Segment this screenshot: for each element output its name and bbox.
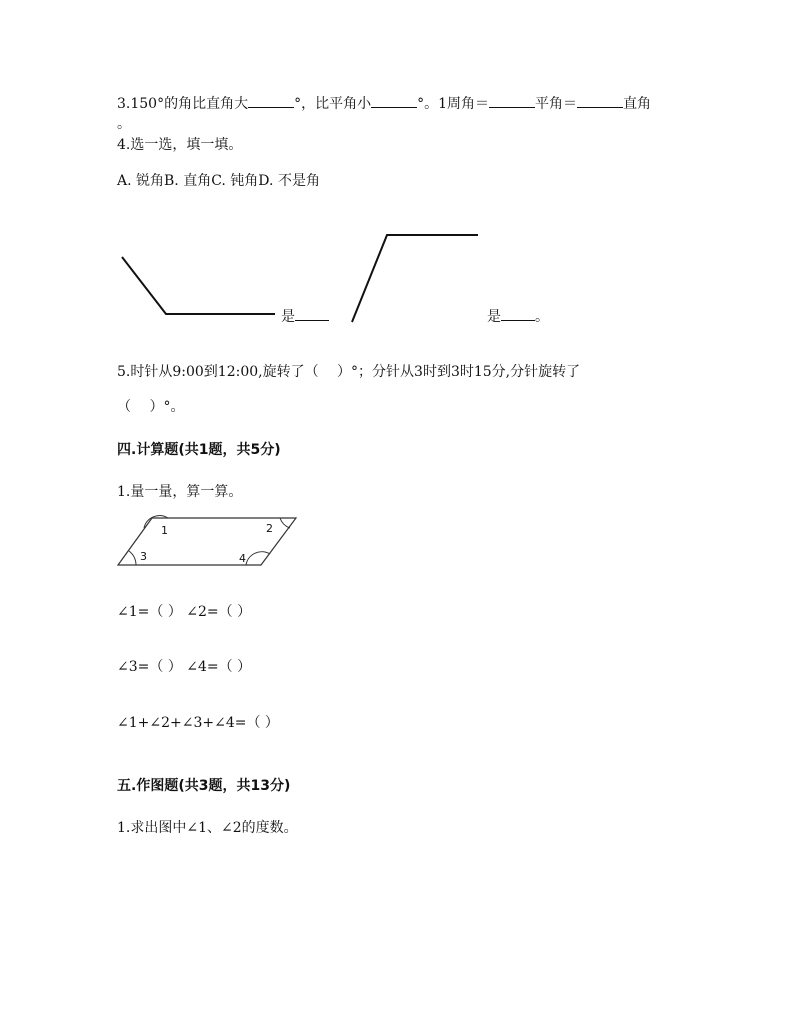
q3-text-4: 平角＝ [535,96,578,112]
section4-heading: 四.计算题(共1题，共5分) [117,442,281,458]
q3-text-1: 3.150°的角比直角大 [117,96,249,112]
section4-q1: 1.量一量，算一算。 [117,484,243,500]
q3-text-2: °，比平角小 [294,96,372,112]
angle-label-2: 2 [266,522,273,535]
q4-title: 4.选一选，填一填。 [117,137,243,153]
q3-text-5: 直角 [623,96,652,112]
angle-row-3: ∠1+∠2+∠3+∠4=（ ） [117,715,279,731]
q3-text-3: °。1周角＝ [417,96,490,112]
q5-line-1: 5.时针从9:00到12:00,旋转了（ ）°；分针从3时到3时15分,分针旋转了 [117,364,581,380]
angle-label-1: 1 [161,524,168,537]
angle-label-3: 3 [140,550,147,563]
angle-row-1: ∠1=（ ） ∠2=（ ） [117,604,252,620]
angle-arc-3 [129,551,136,565]
section5-heading: 五.作图题(共3题，共13分) [117,778,291,794]
section5-q1: 1.求出图中∠1、∠2的度数。 [117,820,298,836]
angle-row-2: ∠3=（ ） ∠4=（ ） [117,659,252,675]
angle-label-4: 4 [239,552,246,565]
q4-options: A. 锐角B. 直角C. 钝角D. 不是角 [117,173,320,189]
q4-label-1: 是 [281,307,329,326]
q3-tail: 。 [117,116,131,132]
q4-label-2: 是 。 [487,309,549,325]
q5-line-2: （ ）°。 [117,399,185,415]
angle-arc-2 [280,518,290,528]
